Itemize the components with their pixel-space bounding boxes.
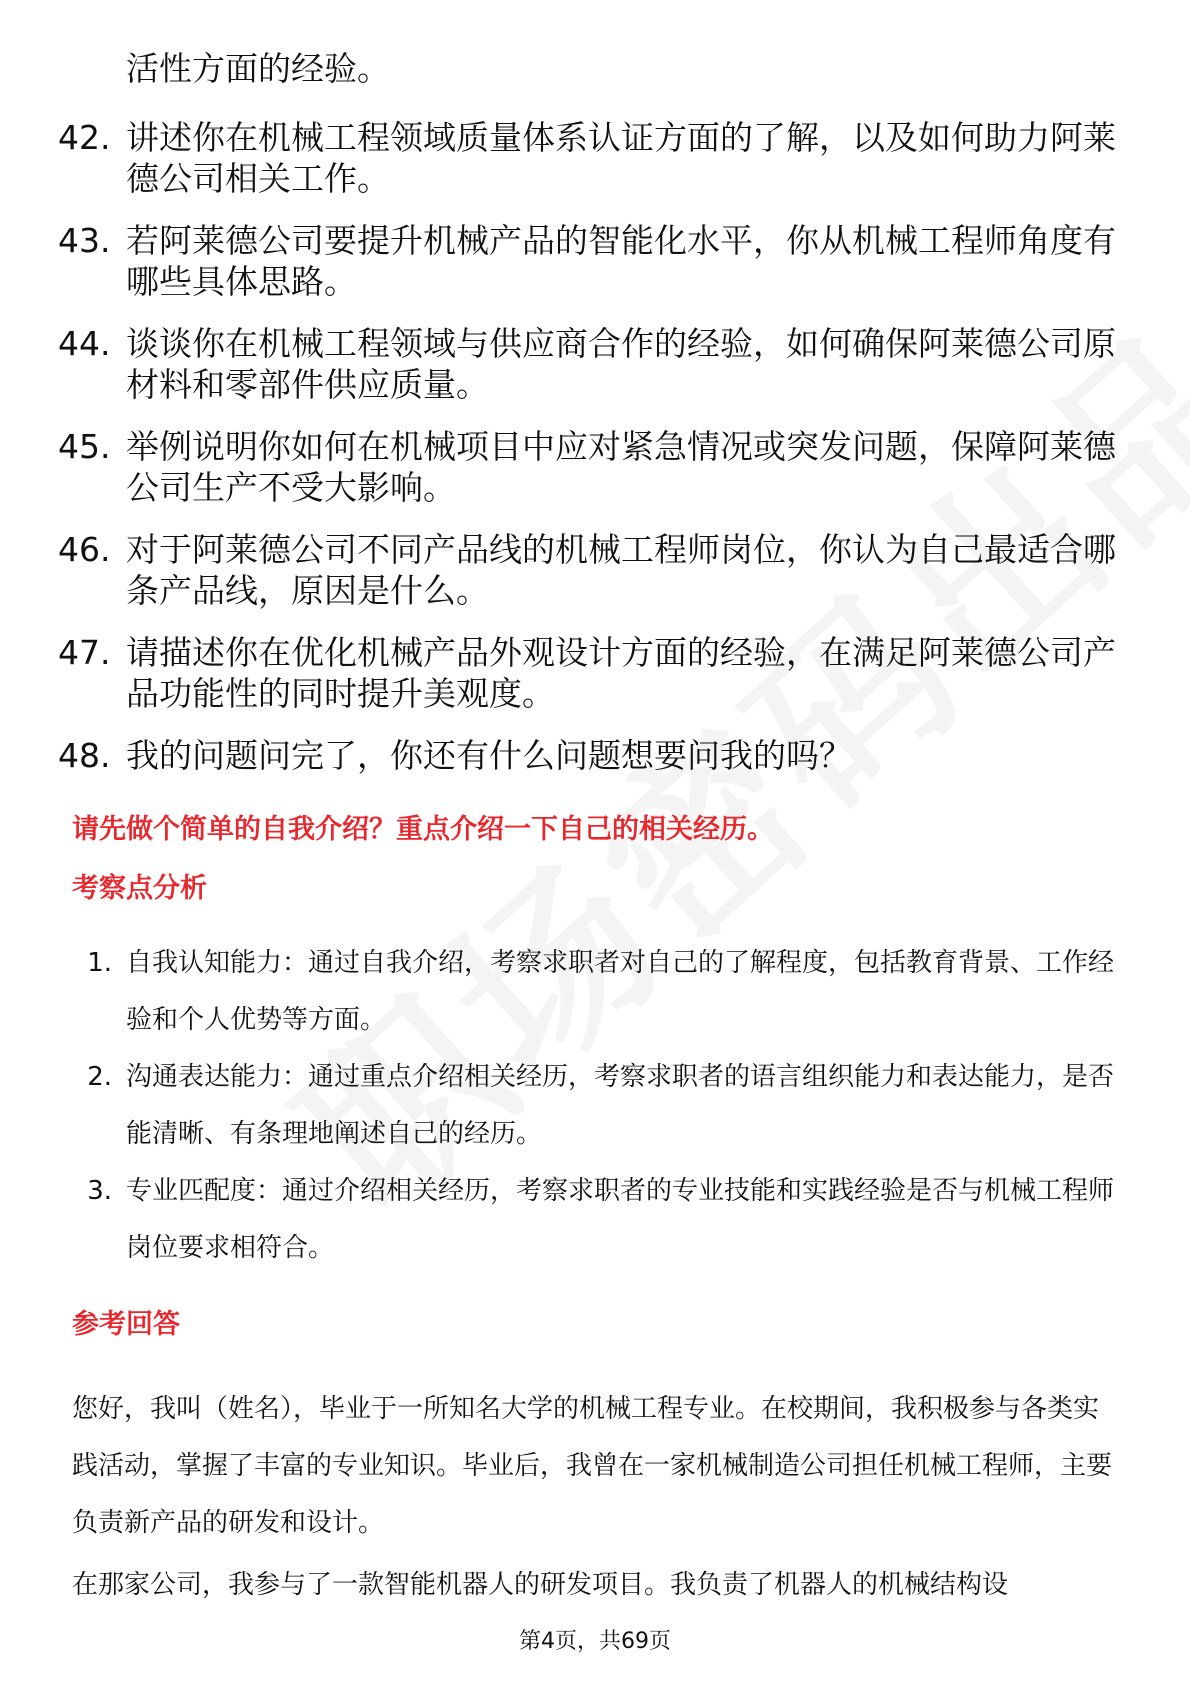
list-item [58,220,1138,302]
list-item [58,735,1138,776]
list-item [58,529,1138,611]
question-text: 谈谈你在机械工程领域与供应商合作的经验，如何确保阿莱德公司原材料和零部件供应质量。 [126,324,1116,404]
section-question: 请先做个简单的自我介绍？重点介绍一下自己的相关经历。 [72,814,774,845]
question-number: 48. [58,736,111,775]
question-text: 我的问题问完了，你还有什么问题想要问我的吗？ [126,736,852,775]
analysis-text: 专业匹配度：通过介绍相关经历，考察求职者的专业技能和实践经验是否与机械工程师岗位要求相符合。 [126,1176,1115,1263]
answer-paragraph: 您好，我叫（姓名），毕业于一所知名大学的机械工程专业。在校期间，我积极参与各类实践活动，掌握了丰富的专业知识。毕业后，我曾在一家机械制造公司担任机械工程师，主要负责新产品的研发和设计。 [72,1394,1113,1538]
question-number: 45. [58,427,111,466]
list-item [72,1163,1122,1277]
answer-paragraph: 在那家公司，我参与了一款智能机器人的研发项目。我负责了机器人的机械结构设 [72,1570,1009,1600]
analysis-text: 沟通表达能力：通过重点介绍相关经历，考察求职者的语言组织能力和表达能力，是否能清晰、有条理地阐述自己的经历。 [126,1062,1115,1149]
question-list [58,48,1138,776]
question-number: 44. [58,324,111,363]
list-item [58,323,1138,405]
analysis-heading: 考察点分析 [72,873,207,904]
analysis-number: 3. [87,1176,112,1206]
question-number: 47. [58,633,111,672]
question-continuation: 活性方面的经验。 [126,49,390,88]
question-text: 若阿莱德公司要提升机械产品的智能化水平，你从机械工程师角度有哪些具体思路。 [126,221,1116,301]
question-text: 对于阿莱德公司不同产品线的机械工程师岗位，你认为自己最适合哪条产品线，原因是什么。 [126,530,1116,610]
analysis-number: 2. [87,1062,112,1092]
list-item [72,935,1122,1049]
question-text: 请描述你在优化机械产品外观设计方面的经验，在满足阿莱德公司产品功能性的同时提升美观度。 [126,633,1116,713]
question-number: 46. [58,530,111,569]
list-item [72,1049,1122,1163]
question-text: 举例说明你如何在机械项目中应对紧急情况或突发问题，保障阿莱德公司生产不受大影响。 [126,427,1116,507]
list-item [58,632,1138,714]
question-number: 43. [58,221,111,260]
list-item [58,117,1138,199]
question-number: 42. [58,118,111,157]
analysis-list [72,935,1122,1277]
page-footer: 第4页，共69页 [519,1629,671,1654]
question-text: 讲述你在机械工程领域质量体系认证方面的了解，以及如何助力阿莱德公司相关工作。 [126,118,1116,198]
analysis-number: 1. [87,948,112,978]
analysis-text: 自我认知能力：通过自我介绍，考察求职者对自己的了解程度，包括教育背景、工作经验和个人优势等方面。 [126,948,1115,1035]
answer-heading: 参考回答 [72,1309,180,1340]
list-item [58,426,1138,508]
